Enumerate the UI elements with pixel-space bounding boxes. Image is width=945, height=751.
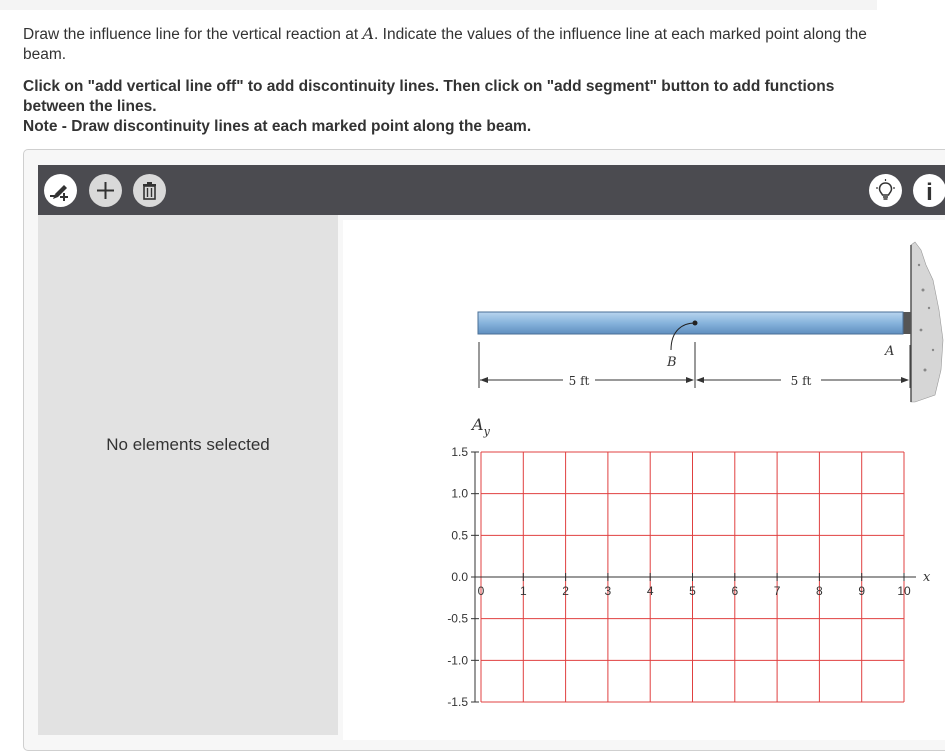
y-tick-label: 0.0 <box>451 570 468 584</box>
x-tick-label: 10 <box>897 584 911 598</box>
prompt-text-end: . Indicate the values of the influence line at each marked point along the beam. <box>23 26 867 63</box>
y-tick-label: 1.0 <box>451 486 468 501</box>
x-tick-label: 3 <box>604 584 612 598</box>
plus-icon <box>89 174 122 207</box>
toolbar <box>38 165 945 215</box>
x-tick-label: 8 <box>816 584 823 598</box>
question-text <box>23 24 883 137</box>
properties-panel <box>38 215 338 735</box>
instruction-text: Click on "add vertical line off" to add discontinuity lines. Then click on "add segment" button to add functions between the lines. <box>23 78 835 115</box>
note-text: Note - Draw discontinuity lines at each marked point along the beam. <box>23 118 532 135</box>
x-tick-label: 0 <box>477 584 485 598</box>
top-strip <box>0 0 877 10</box>
lightbulb-icon <box>869 174 902 207</box>
x-tick-label: 7 <box>773 584 781 598</box>
y-tick-label: 0.5 <box>451 528 468 543</box>
x-tick-label: 9 <box>858 584 866 598</box>
no-selection-message: No elements selected <box>106 435 270 454</box>
x-axis-label: x <box>923 570 931 585</box>
dimension-right-label: 5 ft <box>790 374 812 388</box>
dimension-left-label: 5 ft <box>568 374 590 388</box>
y-tick-label: -1.5 <box>447 695 468 709</box>
delete-button[interactable] <box>133 174 166 207</box>
info-icon <box>913 174 945 207</box>
prompt-text: Draw the influence line for the vertical reaction at <box>23 26 359 43</box>
dimension-lines <box>479 342 910 388</box>
point-b-label: B <box>667 355 677 370</box>
info-button[interactable] <box>913 174 945 207</box>
graph-axes <box>447 445 916 709</box>
y-axis-label: $A_y$ <box>472 415 490 438</box>
y-tick-label: -0.5 <box>447 611 468 626</box>
question-prompt <box>23 24 883 65</box>
point-a-label: A <box>885 344 895 359</box>
x-tick-label: 5 <box>689 584 696 598</box>
canvas-svg[interactable] <box>343 220 945 740</box>
x-tick-label: 4 <box>646 584 654 598</box>
add-segment-button[interactable] <box>89 174 122 207</box>
x-tick-label: 2 <box>562 584 569 598</box>
trash-icon <box>133 174 166 207</box>
y-tick-label: -1.0 <box>447 653 468 668</box>
drawing-canvas[interactable] <box>343 220 945 740</box>
hint-button[interactable] <box>869 174 902 207</box>
x-tick-label: 1 <box>519 584 527 598</box>
svg-text:i: i <box>926 179 933 206</box>
prompt-variable: A <box>362 24 375 43</box>
pen-line-icon <box>44 174 77 207</box>
fixed-wall-support <box>901 242 943 402</box>
y-tick-label: 1.5 <box>451 445 468 459</box>
x-tick-label: 6 <box>731 584 739 598</box>
vertical-line-tool-button[interactable] <box>44 174 77 207</box>
